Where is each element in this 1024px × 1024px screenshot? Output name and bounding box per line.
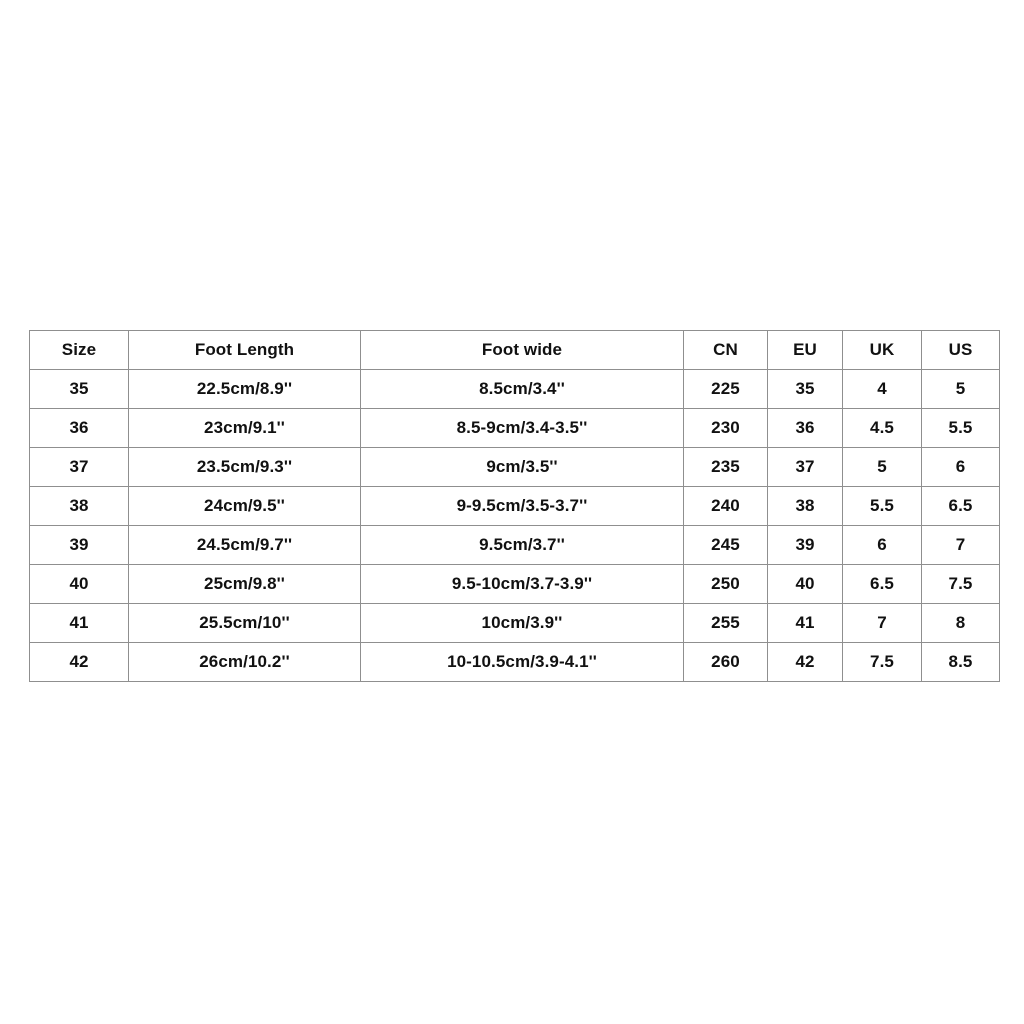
cell-cn: 255 (684, 604, 768, 643)
cell-eu: 40 (768, 565, 843, 604)
cell-size: 39 (30, 526, 129, 565)
cell-foot-length: 23.5cm/9.3'' (129, 448, 361, 487)
cell-eu: 42 (768, 643, 843, 682)
header-us: US (922, 331, 1000, 370)
cell-us: 8 (922, 604, 1000, 643)
table-row (30, 448, 1000, 487)
table-row (30, 604, 1000, 643)
cell-cn: 240 (684, 487, 768, 526)
cell-eu: 35 (768, 370, 843, 409)
cell-eu: 37 (768, 448, 843, 487)
cell-foot-wide: 8.5cm/3.4'' (361, 370, 684, 409)
table-row (30, 565, 1000, 604)
cell-foot-length: 22.5cm/8.9'' (129, 370, 361, 409)
cell-cn: 260 (684, 643, 768, 682)
cell-cn: 245 (684, 526, 768, 565)
cell-size: 35 (30, 370, 129, 409)
cell-foot-length: 24cm/9.5'' (129, 487, 361, 526)
cell-uk: 4 (843, 370, 922, 409)
cell-foot-length: 25.5cm/10'' (129, 604, 361, 643)
cell-uk: 6.5 (843, 565, 922, 604)
cell-cn: 235 (684, 448, 768, 487)
cell-size: 40 (30, 565, 129, 604)
cell-eu: 36 (768, 409, 843, 448)
cell-uk: 4.5 (843, 409, 922, 448)
cell-uk: 5 (843, 448, 922, 487)
cell-us: 7.5 (922, 565, 1000, 604)
cell-foot-length: 23cm/9.1'' (129, 409, 361, 448)
header-uk: UK (843, 331, 922, 370)
size-chart-header (30, 331, 1000, 370)
table-row (30, 370, 1000, 409)
header-row (30, 331, 1000, 370)
cell-uk: 7 (843, 604, 922, 643)
header-eu: EU (768, 331, 843, 370)
cell-cn: 230 (684, 409, 768, 448)
cell-eu: 39 (768, 526, 843, 565)
cell-uk: 6 (843, 526, 922, 565)
cell-size: 38 (30, 487, 129, 526)
cell-foot-length: 26cm/10.2'' (129, 643, 361, 682)
cell-cn: 225 (684, 370, 768, 409)
header-cn: CN (684, 331, 768, 370)
cell-size: 36 (30, 409, 129, 448)
size-chart-body (30, 370, 1000, 682)
cell-foot-wide: 8.5-9cm/3.4-3.5'' (361, 409, 684, 448)
cell-foot-wide: 9.5cm/3.7'' (361, 526, 684, 565)
cell-us: 7 (922, 526, 1000, 565)
cell-us: 5.5 (922, 409, 1000, 448)
cell-foot-wide: 9-9.5cm/3.5-3.7'' (361, 487, 684, 526)
size-chart-table (29, 330, 1000, 682)
table-row (30, 643, 1000, 682)
table-row (30, 409, 1000, 448)
cell-uk: 5.5 (843, 487, 922, 526)
cell-foot-wide: 10-10.5cm/3.9-4.1'' (361, 643, 684, 682)
table-row (30, 526, 1000, 565)
cell-eu: 41 (768, 604, 843, 643)
cell-size: 41 (30, 604, 129, 643)
cell-size: 42 (30, 643, 129, 682)
cell-cn: 250 (684, 565, 768, 604)
cell-us: 5 (922, 370, 1000, 409)
cell-uk: 7.5 (843, 643, 922, 682)
header-size: Size (30, 331, 129, 370)
cell-foot-wide: 10cm/3.9'' (361, 604, 684, 643)
table-row (30, 487, 1000, 526)
header-foot-length: Foot Length (129, 331, 361, 370)
cell-foot-length: 25cm/9.8'' (129, 565, 361, 604)
cell-us: 6 (922, 448, 1000, 487)
cell-eu: 38 (768, 487, 843, 526)
cell-us: 6.5 (922, 487, 1000, 526)
cell-foot-wide: 9cm/3.5'' (361, 448, 684, 487)
header-foot-wide: Foot wide (361, 331, 684, 370)
cell-foot-length: 24.5cm/9.7'' (129, 526, 361, 565)
cell-us: 8.5 (922, 643, 1000, 682)
cell-size: 37 (30, 448, 129, 487)
cell-foot-wide: 9.5-10cm/3.7-3.9'' (361, 565, 684, 604)
